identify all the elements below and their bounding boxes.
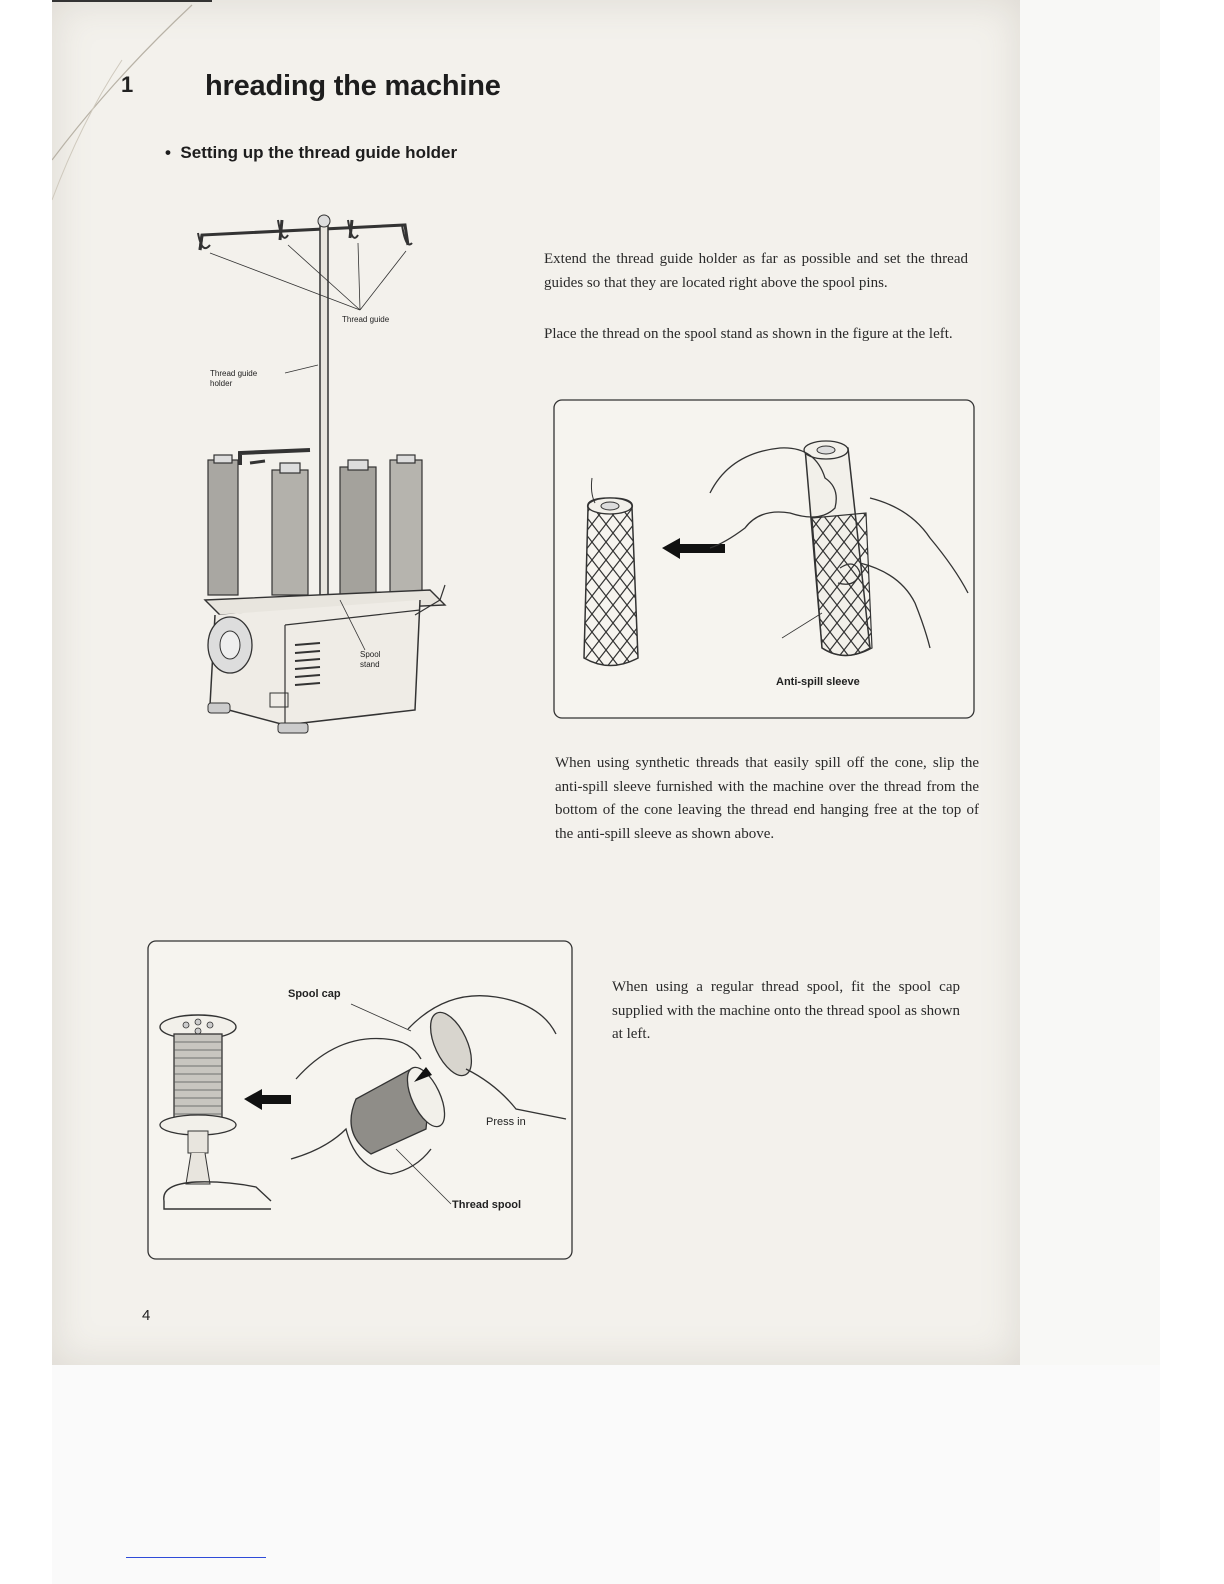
label-spool-cap: Spool cap (288, 988, 341, 1000)
page-corner-fold (52, 0, 212, 220)
section-heading (165, 143, 457, 163)
label-spool-stand-line1: Spool (360, 650, 381, 659)
label-thread-guide-holder (210, 369, 257, 389)
page-edge-right (1020, 0, 1160, 1584)
anti-spill-sleeve-illustration (550, 398, 976, 720)
page-number: 4 (142, 1307, 151, 1324)
label-spool-stand (360, 650, 380, 670)
bottom-rule (126, 1557, 266, 1558)
page-title: hreading the machine (205, 70, 501, 102)
paragraph-spool-cap: When using a regular thread spool, fit the spool cap supplied with the machine onto the thread spool as shown at left. (612, 979, 960, 1042)
spool-cap-illustration (146, 939, 574, 1261)
label-thread-spool: Thread spool (452, 1199, 522, 1211)
label-thread-guide: Thread guide (342, 315, 390, 324)
label-spool-stand-line2: stand (360, 660, 380, 669)
paragraph-anti-spill-sleeve: When using synthetic threads that easily spill off the cone, slip the anti-spill sleeve furnished with the machine over the thread from the bottom of the cone leaving the thread end hanging free at the top of the anti-spill sleeve as shown above. (555, 755, 979, 842)
title-mark: 1 (121, 72, 134, 97)
label-anti-spill-sleeve: Anti-spill sleeve (776, 676, 860, 688)
label-thread-guide-holder-line1: Thread guide (210, 369, 258, 378)
machine-illustration (190, 205, 460, 745)
page-edge-bottom (52, 1365, 1160, 1584)
section-heading-text: Setting up the thread guide holder (180, 143, 458, 162)
label-press-in: Press in (486, 1116, 526, 1128)
label-thread-guide-holder-line2: holder (210, 379, 233, 388)
paragraph-extend-holder: Extend the thread guide holder as far as possible and set the thread guides so that they are located right above the spool pins. (544, 251, 968, 291)
bullet-dot: • (165, 143, 181, 162)
paragraph-place-thread: Place the thread on the spool stand as shown in the figure at the left. (544, 326, 953, 342)
